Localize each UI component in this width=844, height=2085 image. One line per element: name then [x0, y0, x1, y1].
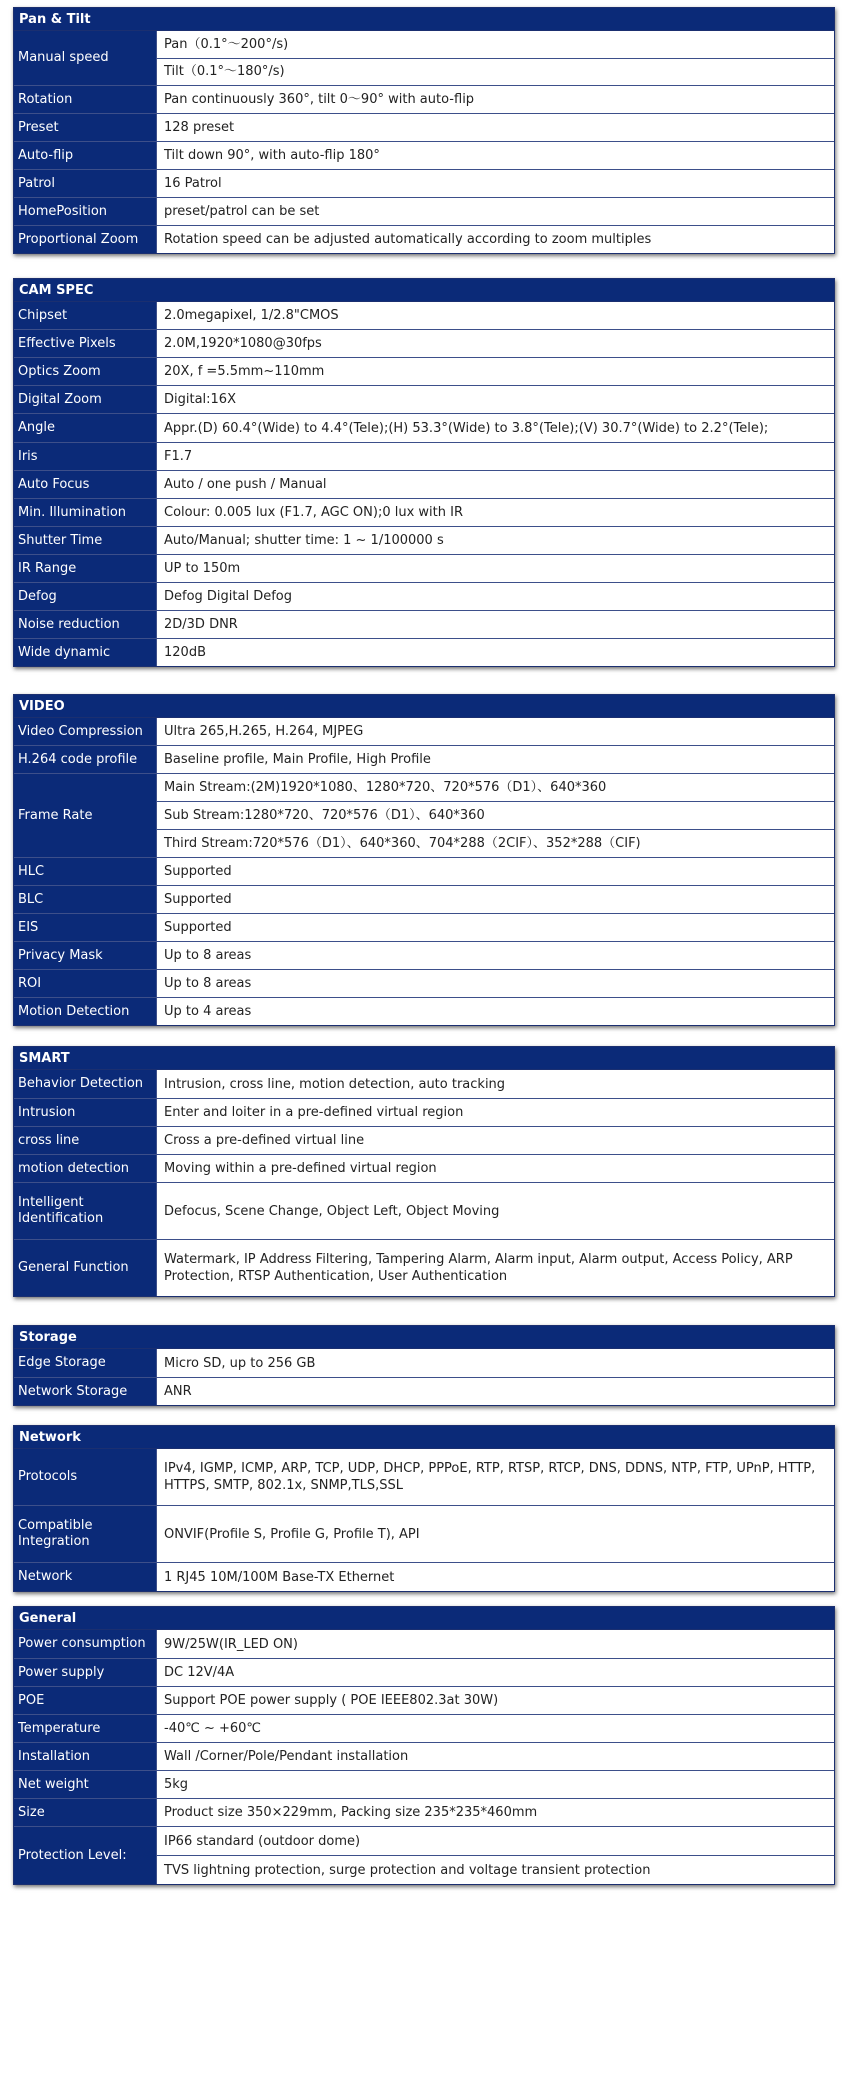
- spec-row: [14, 470, 834, 498]
- spec-label: Behavior Detection: [14, 1070, 156, 1098]
- spec-label: Auto Focus: [14, 471, 156, 498]
- section-smart: [13, 1046, 835, 1297]
- spec-row: [14, 1377, 834, 1405]
- spec-value: F1.7: [156, 443, 834, 470]
- spec-row: [14, 1826, 834, 1884]
- spec-label: Compatible Integration: [14, 1506, 156, 1562]
- section-cam-spec: [13, 278, 835, 667]
- section-title: CAM SPEC: [14, 279, 834, 302]
- spec-row: [14, 1798, 834, 1826]
- spec-row: [14, 225, 834, 253]
- spec-row: [14, 169, 834, 197]
- spec-value: Defog Digital Defog: [156, 583, 834, 610]
- spec-value: Product size 350×229mm, Packing size 235*235*460mm: [156, 1799, 834, 1826]
- spec-value: 2.0M,1920*1080@30fps: [156, 330, 834, 357]
- spec-row: [14, 31, 834, 85]
- spec-label: HLC: [14, 858, 156, 885]
- spec-value: 120dB: [156, 639, 834, 666]
- spec-row: [14, 1714, 834, 1742]
- section-title: Storage: [14, 1326, 834, 1349]
- spec-value: -40℃ ~ +60℃: [156, 1715, 834, 1742]
- spec-row: [14, 113, 834, 141]
- spec-label: Privacy Mask: [14, 942, 156, 969]
- spec-value: IPv4, IGMP, ICMP, ARP, TCP, UDP, DHCP, PPPoE, RTP, RTSP, RTCP, DNS, DDNS, NTP, FTP, UPnP, HTTP, HTTPS, SMTP, 802.1x, SNMP,TLS,SSL: [156, 1449, 834, 1505]
- spec-value: Pan continuously 360°, tilt 0～90° with auto-flip: [156, 86, 834, 113]
- spec-value: Wall /Corner/Pole/Pendant installation: [156, 1743, 834, 1770]
- spec-value: TVS lightning protection, surge protection and voltage transient protection: [156, 1855, 834, 1884]
- section-network: [13, 1425, 835, 1592]
- spec-row: [14, 442, 834, 470]
- spec-row: [14, 1239, 834, 1296]
- spec-row: [14, 913, 834, 941]
- spec-label: Chipset: [14, 302, 156, 329]
- spec-label: Size: [14, 1799, 156, 1826]
- spec-label: Edge Storage: [14, 1349, 156, 1377]
- spec-value: Rotation speed can be adjusted automatically according to zoom multiples: [156, 226, 834, 253]
- spec-value: Ultra 265,H.265, H.264, MJPEG: [156, 718, 834, 745]
- spec-label: Iris: [14, 443, 156, 470]
- spec-value: Support POE power supply ( POE IEEE802.3at 30W): [156, 1687, 834, 1714]
- spec-row: [14, 498, 834, 526]
- spec-row: [14, 718, 834, 745]
- spec-label: Rotation: [14, 86, 156, 113]
- spec-label: Angle: [14, 414, 156, 442]
- spec-label: Min. Illumination: [14, 499, 156, 526]
- spec-value: Up to 4 areas: [156, 998, 834, 1025]
- spec-row: [14, 1630, 834, 1658]
- spec-row: [14, 773, 834, 857]
- spec-label: Effective Pixels: [14, 330, 156, 357]
- spec-label: motion detection: [14, 1155, 156, 1182]
- spec-label: Temperature: [14, 1715, 156, 1742]
- spec-row: [14, 638, 834, 666]
- spec-label: Patrol: [14, 170, 156, 197]
- spec-row: [14, 302, 834, 329]
- spec-label: Shutter Time: [14, 527, 156, 554]
- spec-value: 2D/3D DNR: [156, 611, 834, 638]
- spec-value: Colour: 0.005 lux (F1.7, AGC ON);0 lux with IR: [156, 499, 834, 526]
- spec-label: Protocols: [14, 1449, 156, 1505]
- spec-label: Digital Zoom: [14, 386, 156, 413]
- spec-label: IR Range: [14, 555, 156, 582]
- spec-row: [14, 610, 834, 638]
- spec-value: ONVIF(Profile S, Profile G, Profile T), API: [156, 1506, 834, 1562]
- spec-label: Intelligent Identification: [14, 1183, 156, 1239]
- section-video: [13, 694, 835, 1026]
- section-title: General: [14, 1607, 834, 1630]
- spec-value: 20X, f =5.5mm~110mm: [156, 358, 834, 385]
- section-title: Network: [14, 1426, 834, 1449]
- spec-value: Sub Stream:1280*720、720*576（D1）、640*360: [156, 801, 834, 829]
- spec-row: [14, 1449, 834, 1505]
- spec-label: HomePosition: [14, 198, 156, 225]
- spec-value: Supported: [156, 914, 834, 941]
- spec-value: Digital:16X: [156, 386, 834, 413]
- spec-row: [14, 1686, 834, 1714]
- spec-label: Manual speed: [14, 31, 156, 85]
- section-title: VIDEO: [14, 695, 834, 718]
- spec-value: Supported: [156, 858, 834, 885]
- spec-value: UP to 150m: [156, 555, 834, 582]
- spec-value: Supported: [156, 886, 834, 913]
- spec-value: 5kg: [156, 1771, 834, 1798]
- spec-row: [14, 1349, 834, 1377]
- spec-label: Auto-flip: [14, 142, 156, 169]
- spec-row: [14, 357, 834, 385]
- spec-label: Optics Zoom: [14, 358, 156, 385]
- spec-value: Intrusion, cross line, motion detection, auto tracking: [156, 1070, 834, 1098]
- spec-value: Third Stream:720*576（D1）、640*360、704*288（2CIF）、352*288（CIF): [156, 829, 834, 857]
- spec-label: General Function: [14, 1240, 156, 1296]
- spec-row: [14, 1658, 834, 1686]
- spec-row: [14, 885, 834, 913]
- spec-label: Power supply: [14, 1659, 156, 1686]
- spec-label: Installation: [14, 1743, 156, 1770]
- spec-value: Auto / one push / Manual: [156, 471, 834, 498]
- spec-value: ANR: [156, 1378, 834, 1405]
- spec-label: Protection Level:: [14, 1827, 156, 1884]
- spec-label: Defog: [14, 583, 156, 610]
- spec-value: Tilt（0.1°～180°/s): [156, 58, 834, 86]
- spec-label: POE: [14, 1687, 156, 1714]
- spec-value: Baseline profile, Main Profile, High Profile: [156, 746, 834, 773]
- section-title: SMART: [14, 1047, 834, 1070]
- spec-value: preset/patrol can be set: [156, 198, 834, 225]
- spec-row: [14, 1154, 834, 1182]
- spec-row: [14, 745, 834, 773]
- spec-label: Network Storage: [14, 1378, 156, 1405]
- spec-value: Auto/Manual; shutter time: 1 ~ 1/100000 s: [156, 527, 834, 554]
- spec-label: Network: [14, 1563, 156, 1591]
- spec-label: Frame Rate: [14, 774, 156, 857]
- spec-value: Tilt down 90°, with auto-flip 180°: [156, 142, 834, 169]
- spec-label: Preset: [14, 114, 156, 141]
- section-general: [13, 1606, 835, 1885]
- spec-label: Power consumption: [14, 1630, 156, 1658]
- spec-row: [14, 1742, 834, 1770]
- spec-row: [14, 385, 834, 413]
- spec-label: cross line: [14, 1127, 156, 1154]
- spec-value: 2.0megapixel, 1/2.8"CMOS: [156, 302, 834, 329]
- spec-label: Video Compression: [14, 718, 156, 745]
- spec-value: Enter and loiter in a pre-defined virtual region: [156, 1099, 834, 1126]
- spec-row: [14, 1505, 834, 1562]
- section-pan-tilt: [13, 7, 835, 254]
- spec-row: [14, 969, 834, 997]
- spec-value: 9W/25W(IR_LED ON): [156, 1630, 834, 1658]
- spec-row: [14, 329, 834, 357]
- spec-row: [14, 85, 834, 113]
- spec-row: [14, 554, 834, 582]
- spec-label: EIS: [14, 914, 156, 941]
- spec-row: [14, 1098, 834, 1126]
- section-title: Pan & Tilt: [14, 8, 834, 31]
- spec-label: H.264 code profile: [14, 746, 156, 773]
- spec-row: [14, 197, 834, 225]
- spec-label: ROI: [14, 970, 156, 997]
- spec-row: [14, 941, 834, 969]
- spec-value: 16 Patrol: [156, 170, 834, 197]
- spec-row: [14, 1126, 834, 1154]
- spec-row: [14, 857, 834, 885]
- section-storage: [13, 1325, 835, 1406]
- spec-value: Appr.(D) 60.4°(Wide) to 4.4°(Tele);(H) 53.3°(Wide) to 3.8°(Tele);(V) 30.7°(Wide) to 2.2°(Tele);: [156, 414, 834, 442]
- spec-row: [14, 1562, 834, 1591]
- spec-label: Wide dynamic: [14, 639, 156, 666]
- spec-value: IP66 standard (outdoor dome): [156, 1827, 834, 1855]
- spec-row: [14, 141, 834, 169]
- spec-value: Main Stream:(2M)1920*1080、1280*720、720*576（D1）、640*360: [156, 774, 834, 801]
- spec-value: 1 RJ45 10M/100M Base-TX Ethernet: [156, 1563, 834, 1591]
- spec-row: [14, 413, 834, 442]
- spec-row: [14, 526, 834, 554]
- spec-value: Micro SD, up to 256 GB: [156, 1349, 834, 1377]
- spec-label: Intrusion: [14, 1099, 156, 1126]
- spec-label: BLC: [14, 886, 156, 913]
- spec-value: Cross a pre-defined virtual line: [156, 1127, 834, 1154]
- spec-value: Up to 8 areas: [156, 942, 834, 969]
- spec-value: Defocus, Scene Change, Object Left, Object Moving: [156, 1183, 834, 1239]
- spec-value: DC 12V/4A: [156, 1659, 834, 1686]
- spec-value: Pan（0.1°～200°/s): [156, 31, 834, 58]
- spec-label: Motion Detection: [14, 998, 156, 1025]
- spec-row: [14, 1070, 834, 1098]
- spec-value: Watermark, IP Address Filtering, Tampering Alarm, Alarm input, Alarm output, Access Policy, ARP Protection, RTSP Authentication, User Authentication: [156, 1240, 834, 1296]
- spec-row: [14, 997, 834, 1025]
- spec-row: [14, 582, 834, 610]
- spec-label: Net weight: [14, 1771, 156, 1798]
- spec-value: 128 preset: [156, 114, 834, 141]
- spec-label: Noise reduction: [14, 611, 156, 638]
- spec-value: Moving within a pre-defined virtual region: [156, 1155, 834, 1182]
- spec-label: Proportional Zoom: [14, 226, 156, 253]
- spec-value: Up to 8 areas: [156, 970, 834, 997]
- spec-row: [14, 1770, 834, 1798]
- spec-row: [14, 1182, 834, 1239]
